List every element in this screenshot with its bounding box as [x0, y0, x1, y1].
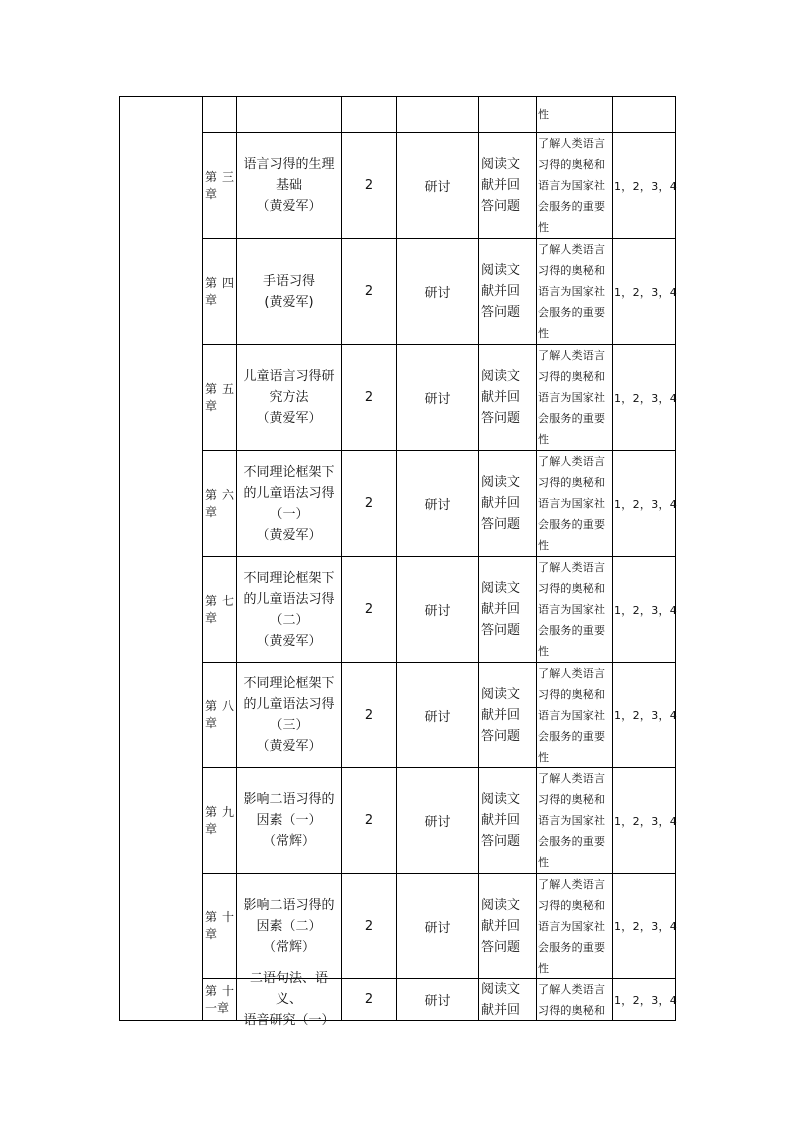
- teaching-form-cell: [397, 133, 478, 238]
- chapter-suffix: 章: [205, 716, 218, 730]
- teaching-form-value: 研讨: [424, 286, 451, 301]
- goal-line: 会服务的重要: [538, 518, 606, 531]
- table-column-border: [119, 96, 120, 1021]
- teaching-form-cell: [397, 345, 478, 450]
- goal-line: 会服务的重要: [538, 306, 606, 319]
- title-line: （常辉）: [262, 834, 315, 849]
- teaching-form-cell: [397, 768, 478, 873]
- chapter-prefix: 第: [205, 699, 218, 713]
- goal-line: 会服务的重要: [538, 624, 606, 637]
- chapter-cell: [203, 133, 236, 238]
- goal-line: 了解人类语言: [538, 349, 606, 362]
- objectives-cell: [613, 345, 678, 450]
- chapter-title-cell: [237, 451, 341, 556]
- goal-cell: [537, 768, 612, 873]
- teaching-form-cell: [397, 557, 478, 662]
- hours-value: 2: [364, 813, 374, 828]
- chapter-number: 十: [221, 983, 234, 998]
- goal-line: 习得的奥秘和: [538, 898, 606, 912]
- method-line: 献并回: [481, 496, 521, 511]
- goal-text: 性: [538, 108, 550, 121]
- chapter-number: 七: [221, 593, 234, 608]
- chapter-label: [205, 169, 236, 186]
- goal-cell: [537, 557, 612, 662]
- goal-line: 语言为国家社: [538, 179, 606, 192]
- chapter-prefix: 第: [205, 910, 218, 924]
- objectives-cell: [613, 239, 678, 344]
- chapter-cell: [203, 979, 236, 1020]
- method-line: 献并回: [481, 707, 521, 723]
- goal-line: 了解人类语言: [538, 877, 606, 891]
- method-line: 献并回: [481, 390, 521, 405]
- teaching-form-value: 研讨: [424, 392, 451, 407]
- title-line: （黄爱军）: [256, 739, 322, 754]
- goal-line: 语言为国家社: [538, 814, 606, 827]
- method-line: 阅读文: [481, 686, 521, 702]
- title-line: 不同理论框架下: [243, 676, 335, 691]
- method-line: 阅读文: [481, 792, 521, 807]
- chapter-label: [205, 698, 236, 715]
- learning-method-cell: [479, 663, 536, 767]
- hours-value: 2: [364, 390, 374, 405]
- goal-line: 会服务的重要: [538, 412, 606, 425]
- hours-value: 2: [364, 284, 374, 299]
- chapter-label: [205, 381, 236, 398]
- objectives-value: 1，2，3，4: [614, 814, 678, 828]
- chapter-prefix: 第: [205, 983, 218, 998]
- goal-cell: [537, 979, 612, 1020]
- goal-line: 性: [538, 221, 550, 234]
- chapter-cell: [203, 768, 236, 873]
- goal-line: 性: [538, 433, 550, 446]
- goal-line: 了解人类语言: [538, 772, 606, 785]
- method-line: 答问题: [481, 623, 521, 638]
- teaching-form-cell: [397, 451, 478, 556]
- learning-method-cell: [479, 979, 536, 1020]
- learning-method-cell: [479, 451, 536, 556]
- chapter-cell: [203, 451, 236, 556]
- objectives-value: 1，2，3，4: [614, 920, 678, 933]
- goal-line: 了解人类语言: [538, 137, 606, 150]
- goal-line: 会服务的重要: [538, 940, 606, 954]
- learning-method-cell: [479, 557, 536, 662]
- teaching-form-value: 研讨: [424, 604, 451, 619]
- chapter-cell: [203, 557, 236, 662]
- method-line: 献并回: [481, 918, 521, 934]
- learning-method-cell: [479, 874, 536, 978]
- chapter-number: 八: [221, 699, 234, 713]
- title-line: 因素（一）: [256, 813, 322, 828]
- title-line: 语言习得的生理: [243, 157, 335, 172]
- chapter-suffix: 一章: [205, 1000, 230, 1015]
- chapter-number: 五: [221, 381, 234, 396]
- chapter-label: [205, 983, 236, 1000]
- chapter-label: [205, 804, 236, 821]
- goal-line: 习得的奥秘和: [538, 582, 606, 595]
- chapter-label: [205, 909, 236, 926]
- goal-line: 语言为国家社: [538, 497, 606, 510]
- hours-value: 2: [364, 707, 374, 723]
- goal-line: 习得的奥秘和: [538, 158, 606, 171]
- chapter-number: 四: [221, 275, 234, 290]
- method-line: 阅读文: [481, 475, 521, 490]
- goal-line: 习得的奥秘和: [538, 264, 606, 277]
- title-line: 不同理论框架下: [243, 570, 335, 586]
- objectives-cell: [613, 451, 678, 556]
- goal-line: 了解人类语言: [538, 561, 606, 574]
- title-line: （常辉）: [262, 939, 315, 955]
- hours-cell: [342, 239, 396, 344]
- chapter-title-cell: [237, 345, 341, 450]
- hours-value: 2: [364, 178, 374, 193]
- teaching-form-value: 研讨: [424, 994, 451, 1009]
- method-line: 献并回: [481, 178, 521, 193]
- hours-value: 2: [364, 602, 374, 617]
- method-line: 答问题: [481, 411, 521, 426]
- goal-cell: [537, 874, 612, 978]
- goal-cell: [537, 133, 612, 238]
- method-line: 阅读文: [481, 897, 521, 913]
- goal-line: 语言为国家社: [538, 919, 606, 933]
- objectives-value: 1，2，3，4: [614, 993, 678, 1007]
- title-line: 语音研究（一）: [243, 1013, 335, 1028]
- chapter-title-cell: [237, 971, 341, 1028]
- goal-line: 习得的奥秘和: [538, 687, 606, 701]
- title-line: 手语习得: [262, 273, 315, 289]
- goal-line: 习得的奥秘和: [538, 1003, 606, 1017]
- chapter-label: [205, 487, 236, 504]
- method-line: 阅读文: [481, 263, 521, 278]
- goal-line: 习得的奥秘和: [538, 370, 606, 383]
- hours-cell: [342, 768, 396, 873]
- teaching-form-cell: [397, 874, 478, 978]
- goal-line: 性: [538, 539, 550, 552]
- teaching-form-value: 研讨: [424, 709, 451, 725]
- chapter-cell: [203, 874, 236, 978]
- learning-method-cell: [479, 345, 536, 450]
- chapter-cell: [203, 345, 236, 450]
- title-line: （黄爱军）: [256, 633, 322, 649]
- teaching-form-cell: [397, 663, 478, 767]
- title-line: （黄爱军）: [256, 527, 322, 543]
- method-line: 答问题: [481, 199, 521, 214]
- chapter-suffix: 章: [205, 186, 218, 201]
- hours-value: 2: [364, 992, 374, 1007]
- chapter-title-cell: [237, 133, 341, 238]
- method-line: 阅读文: [481, 981, 521, 997]
- goal-line: 性: [538, 961, 550, 975]
- method-line: 阅读文: [481, 157, 521, 172]
- title-line: 影响二语习得的: [243, 897, 335, 913]
- learning-method-cell: [479, 133, 536, 238]
- title-line: （黄爱军）: [256, 199, 322, 214]
- teaching-form-cell: [397, 239, 478, 344]
- chapter-prefix: 第: [205, 275, 218, 290]
- goal-line: 习得的奥秘和: [538, 793, 606, 806]
- method-line: 答问题: [481, 517, 521, 532]
- chapter-label: [205, 275, 236, 292]
- chapter-number: 九: [221, 804, 234, 819]
- table-column-border: [675, 96, 676, 1021]
- chapter-prefix: 第: [205, 169, 218, 184]
- goal-cell: [537, 97, 612, 132]
- chapter-suffix: 章: [205, 610, 218, 625]
- teaching-form-value: 研讨: [424, 920, 451, 936]
- title-line: 究方法: [269, 390, 309, 405]
- method-line: 答问题: [481, 305, 521, 320]
- objectives-cell: [613, 133, 678, 238]
- title-line: （一）: [269, 506, 309, 522]
- goal-line: 习得的奥秘和: [538, 476, 606, 489]
- method-line: 阅读文: [481, 369, 521, 384]
- hours-cell: [342, 345, 396, 450]
- goal-line: 性: [538, 856, 550, 869]
- title-line: 因素（二）: [256, 918, 322, 934]
- title-line: 基础: [275, 178, 302, 193]
- chapter-title-cell: [237, 557, 341, 662]
- teaching-form-value: 研讨: [424, 498, 451, 513]
- chapter-number: 三: [221, 169, 234, 184]
- goal-line: 会服务的重要: [538, 729, 606, 743]
- method-line: 阅读文: [481, 581, 521, 596]
- title-line: 的儿童语法习得: [243, 697, 335, 712]
- method-line: 献并回: [481, 813, 521, 828]
- goal-cell: [537, 451, 612, 556]
- teaching-form-cell: [397, 979, 478, 1020]
- hours-value: 2: [364, 496, 374, 511]
- title-line: 的儿童语法习得: [243, 485, 335, 501]
- hours-cell: [342, 451, 396, 556]
- objectives-cell: [613, 874, 678, 978]
- chapter-suffix: 章: [205, 504, 218, 519]
- chapter-title-cell: [237, 768, 341, 873]
- chapter-prefix: 第: [205, 381, 218, 396]
- chapter-title-cell: [237, 239, 341, 344]
- goal-line: 了解人类语言: [538, 666, 606, 680]
- chapter-number: 六: [221, 487, 234, 502]
- title-line: 影响二语习得的: [243, 792, 335, 807]
- method-line: 献并回: [481, 284, 521, 299]
- chapter-prefix: 第: [205, 804, 218, 819]
- goal-line: 语言为国家社: [538, 391, 606, 404]
- chapter-prefix: 第: [205, 487, 218, 502]
- hours-cell: [342, 874, 396, 978]
- goal-line: 会服务的重要: [538, 835, 606, 848]
- title-line: （三）: [269, 718, 309, 733]
- title-line: (黄爱军): [264, 294, 314, 310]
- objectives-cell: [613, 979, 678, 1020]
- method-line: 答问题: [481, 939, 521, 955]
- method-line: 献并回: [481, 602, 521, 617]
- chapter-suffix: 章: [205, 398, 218, 413]
- hours-value: 2: [364, 918, 374, 934]
- goal-line: 了解人类语言: [538, 455, 606, 468]
- hours-cell: [342, 557, 396, 662]
- goal-line: 语言为国家社: [538, 603, 606, 616]
- objectives-cell: [613, 768, 678, 873]
- hours-cell: [342, 133, 396, 238]
- chapter-suffix: 章: [205, 821, 218, 836]
- objectives-value: 1，2，3，4: [614, 391, 678, 405]
- title-line: （二）: [269, 612, 309, 628]
- method-line: 献并回: [481, 1002, 521, 1018]
- goal-line: 性: [538, 645, 550, 658]
- goal-cell: [537, 663, 612, 767]
- goal-line: 了解人类语言: [538, 243, 606, 256]
- chapter-title-cell: [237, 874, 341, 978]
- goal-cell: [537, 345, 612, 450]
- hours-cell: [342, 663, 396, 767]
- chapter-label: [205, 593, 236, 610]
- chapter-cell: [203, 663, 236, 767]
- objectives-cell: [613, 557, 678, 662]
- learning-method-cell: [479, 768, 536, 873]
- method-line: 答问题: [481, 728, 521, 744]
- objectives-value: 1，2，3，4: [614, 285, 678, 299]
- objectives-value: 1，2，3，4: [614, 179, 678, 193]
- title-line: 不同理论框架下: [243, 464, 335, 480]
- goal-cell: [537, 239, 612, 344]
- teaching-form-value: 研讨: [424, 180, 451, 195]
- title-line: 二语句法、语义、: [249, 971, 328, 1007]
- chapter-title-cell: [237, 663, 341, 767]
- objectives-value: 1，2，3，4: [614, 603, 678, 617]
- title-line: （黄爱军）: [256, 411, 322, 426]
- objectives-value: 1，2，3，4: [614, 709, 678, 722]
- method-line: 答问题: [481, 834, 521, 849]
- objectives-value: 1，2，3，4: [614, 497, 678, 511]
- goal-line: 会服务的重要: [538, 200, 606, 213]
- chapter-suffix: 章: [205, 927, 218, 941]
- goal-line: 语言为国家社: [538, 285, 606, 298]
- goal-line: 了解人类语言: [538, 982, 606, 996]
- chapter-cell: [203, 239, 236, 344]
- teaching-form-value: 研讨: [424, 815, 451, 830]
- hours-cell: [342, 979, 396, 1020]
- learning-method-cell: [479, 239, 536, 344]
- goal-line: 语言为国家社: [538, 708, 606, 722]
- title-line: 的儿童语法习得: [243, 591, 335, 607]
- chapter-prefix: 第: [205, 593, 218, 608]
- goal-line: 性: [538, 327, 550, 340]
- chapter-number: 十: [221, 910, 234, 924]
- chapter-suffix: 章: [205, 292, 218, 307]
- title-line: 儿童语言习得研: [243, 369, 335, 384]
- goal-line: 性: [538, 750, 550, 764]
- objectives-cell: [613, 663, 678, 767]
